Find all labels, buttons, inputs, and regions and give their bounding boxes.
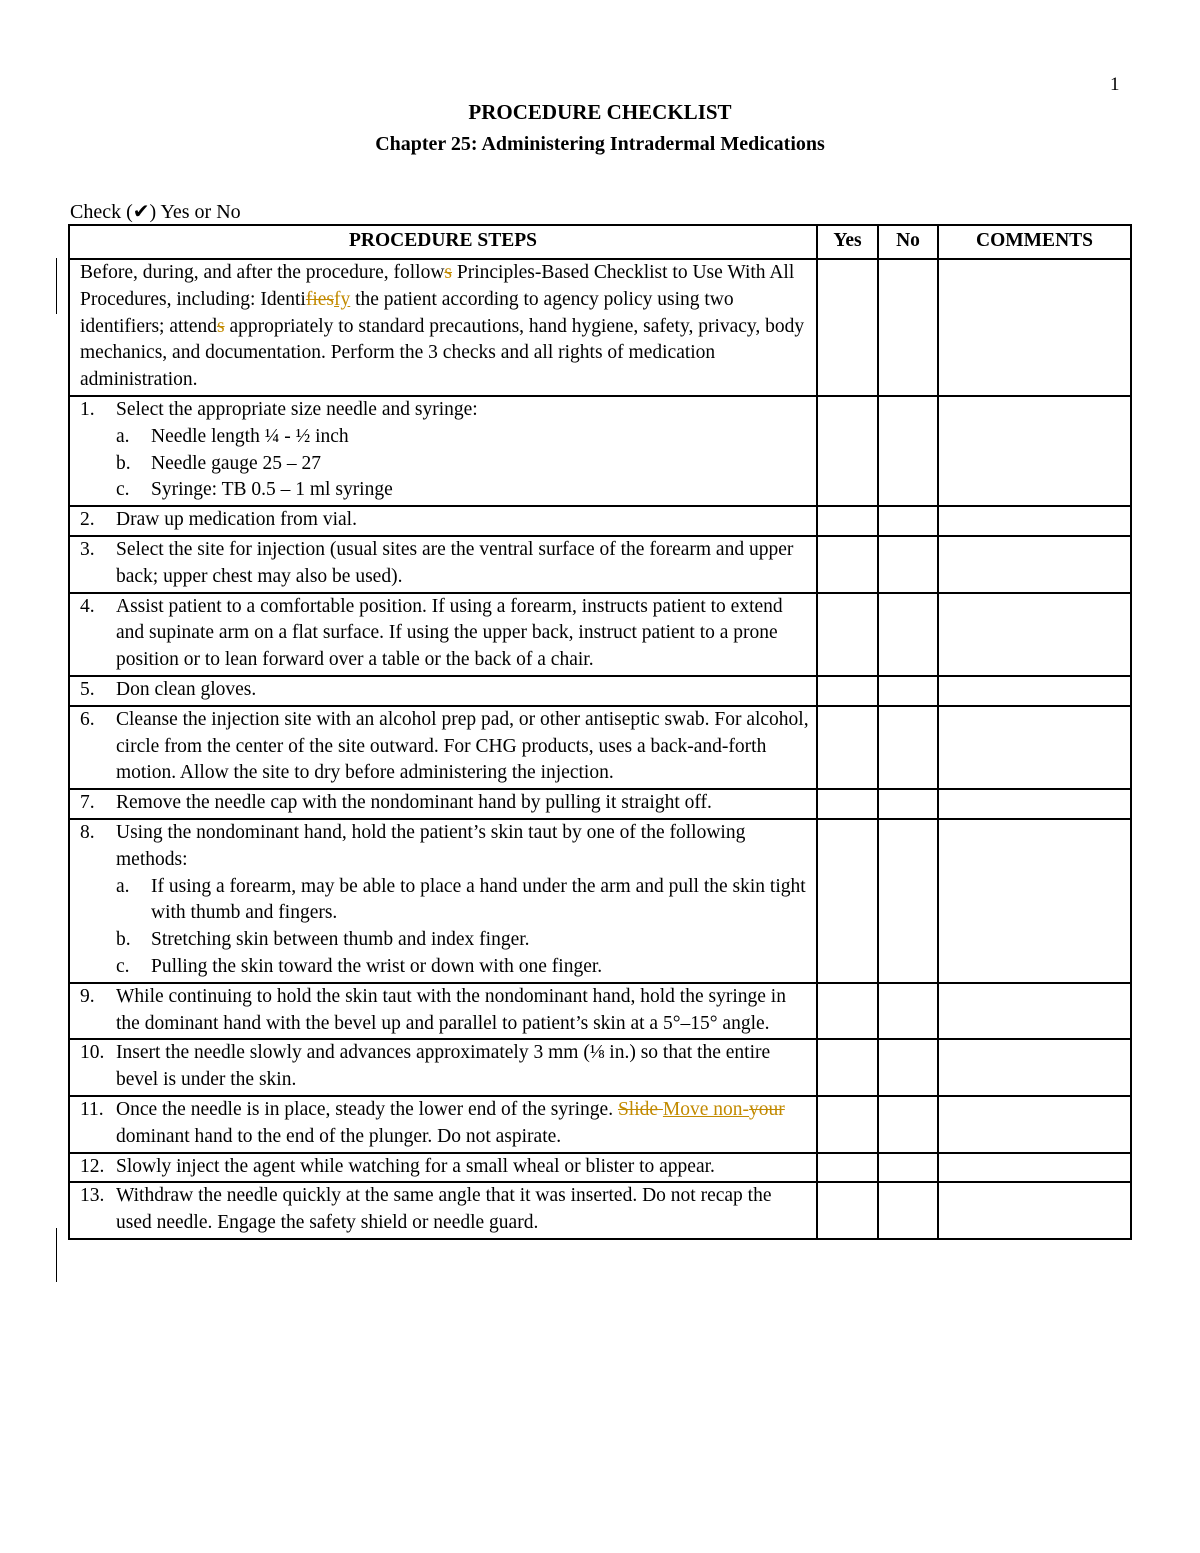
table-row	[69, 706, 1131, 789]
step-text: Once the needle is in place, steady the lower end of the syringe. Slide Move non-your dominant hand to the end of the plunger. Do not aspirate.	[116, 1098, 785, 1147]
step-6	[69, 706, 817, 789]
no-cell[interactable]	[878, 819, 938, 983]
document-title: PROCEDURE CHECKLIST	[468, 100, 732, 124]
tracked-insertion: fy	[333, 288, 351, 310]
comments-cell[interactable]	[938, 706, 1131, 789]
header-yes: Yes	[817, 225, 878, 259]
document-subtitle: Chapter 25: Administering Intradermal Medications	[375, 133, 825, 155]
step-4	[69, 593, 817, 676]
table-row	[69, 789, 1131, 819]
sub-item: a. If using a forearm, may be able to place a hand under the arm and pull the skin tight with thumb and fingers.	[116, 875, 806, 924]
no-cell[interactable]	[878, 593, 938, 676]
yes-cell[interactable]	[817, 1182, 878, 1239]
step-text: Select the site for injection (usual sites are the ventral surface of the forearm and upper back; upper chest may also be used).	[116, 538, 794, 587]
yes-cell[interactable]	[817, 593, 878, 676]
comments-cell[interactable]	[938, 676, 1131, 706]
table-row	[69, 536, 1131, 593]
no-cell[interactable]	[878, 1039, 938, 1096]
table-row	[69, 1153, 1131, 1183]
no-cell[interactable]	[878, 506, 938, 536]
comments-cell[interactable]	[938, 1039, 1131, 1096]
step-text: Slowly inject the agent while watching for a small wheal or blister to appear.	[116, 1155, 715, 1177]
tracked-deletion: s	[444, 262, 452, 283]
comments-cell[interactable]	[938, 1096, 1131, 1153]
sub-item: a. Needle length ¼ - ½ inch	[116, 425, 349, 447]
no-cell[interactable]	[878, 1096, 938, 1153]
no-cell[interactable]	[878, 1153, 938, 1183]
sub-item: b. Needle gauge 25 – 27	[116, 452, 322, 474]
step-text: Select the appropriate size needle and syringe:	[116, 398, 478, 420]
tracked-deletion: s	[217, 315, 225, 337]
header-procedure-steps: PROCEDURE STEPS	[69, 225, 817, 259]
step-number: 8.	[80, 821, 95, 843]
comments-cell[interactable]	[938, 1153, 1131, 1183]
table-row	[69, 593, 1131, 676]
header-no: No	[878, 225, 938, 259]
no-cell[interactable]	[878, 259, 938, 396]
table-header-row	[69, 225, 1131, 259]
comments-cell[interactable]	[938, 819, 1131, 983]
check-suffix: ) Yes or No	[149, 201, 241, 223]
step-text: While continuing to hold the skin taut with the nondominant hand, hold the syringe in the dominant hand with the bevel up and parallel to patient’s skin at a 5°–15° angle.	[116, 985, 786, 1034]
step-number: 2.	[80, 509, 95, 531]
step-text: Assist patient to a comfortable position. If using a forearm, instructs patient to extend and supinate arm on a flat surface. If using the upper back, instruct patient to a prone position or to lean forward over a table or the back of a chair.	[116, 595, 783, 671]
yes-cell[interactable]	[817, 1096, 878, 1153]
yes-cell[interactable]	[817, 789, 878, 819]
table-row	[69, 1039, 1131, 1096]
step-number: 4.	[80, 595, 95, 617]
step-intro: Before, during, and after the procedure, follows Principles-Based Checklist to Use With All Procedures, including: Identifiesfy the patient according to agency policy using two identifiers; attends appropriately to standard precautions, hand hygiene, safety, privacy, body mechanics, and documentation. Perform the 3 checks and all rights of medication administration.	[69, 259, 817, 396]
step-text: Cleanse the injection site with an alcohol prep pad, or other antiseptic swab. For alcohol, circle from the center of the site outward. For CHG products, uses a back-and-forth motion. Allow the site to dry before administering the injection.	[116, 708, 809, 784]
comments-cell[interactable]	[938, 506, 1131, 536]
step-10	[69, 1039, 817, 1096]
step-number: 12.	[80, 1155, 105, 1177]
yes-cell[interactable]	[817, 819, 878, 983]
comments-cell[interactable]	[938, 789, 1131, 819]
step-3	[69, 536, 817, 593]
step-text: Withdraw the needle quickly at the same angle that it was inserted. Do not recap the used needle. Engage the safety shield or needle guard.	[116, 1185, 772, 1234]
table-row	[69, 676, 1131, 706]
change-bar	[56, 258, 57, 314]
no-cell[interactable]	[878, 1182, 938, 1239]
page-number: 1	[1110, 74, 1120, 95]
sub-item: c. Syringe: TB 0.5 – 1 ml syringe	[116, 479, 393, 501]
step-number: 3.	[80, 538, 95, 560]
change-bar	[56, 1228, 57, 1282]
step-number: 1.	[80, 398, 95, 420]
yes-cell[interactable]	[817, 1153, 878, 1183]
tracked-insertion: Move non-	[662, 1098, 750, 1120]
yes-cell[interactable]	[817, 1039, 878, 1096]
table-row	[69, 506, 1131, 536]
table-row	[69, 983, 1131, 1040]
step-number: 6.	[80, 708, 95, 730]
yes-cell[interactable]	[817, 536, 878, 593]
table-row	[69, 1096, 1131, 1153]
step-5	[69, 676, 817, 706]
check-instruction	[70, 199, 241, 224]
step-12	[69, 1153, 817, 1183]
step-2	[69, 506, 817, 536]
no-cell[interactable]	[878, 706, 938, 789]
comments-cell[interactable]	[938, 536, 1131, 593]
table-row	[69, 1182, 1131, 1239]
table-row	[69, 259, 1131, 396]
yes-cell[interactable]	[817, 396, 878, 506]
step-text: Don clean gloves.	[116, 678, 257, 700]
comments-cell[interactable]	[938, 1182, 1131, 1239]
header-comments: COMMENTS	[938, 225, 1131, 259]
tracked-deletion: your	[749, 1098, 785, 1120]
no-cell[interactable]	[878, 536, 938, 593]
step-number: 9.	[80, 985, 95, 1007]
check-prefix: Check (	[70, 201, 133, 223]
no-cell[interactable]	[878, 983, 938, 1040]
no-cell[interactable]	[878, 396, 938, 506]
no-cell[interactable]	[878, 789, 938, 819]
yes-cell[interactable]	[817, 676, 878, 706]
tracked-deletion: fies	[305, 288, 334, 310]
table-row	[69, 819, 1131, 983]
yes-cell[interactable]	[817, 706, 878, 789]
step-text: Remove the needle cap with the nondominant hand by pulling it straight off.	[116, 792, 712, 814]
comments-cell[interactable]	[938, 396, 1131, 506]
comments-cell[interactable]	[938, 983, 1131, 1040]
yes-cell[interactable]	[817, 506, 878, 536]
yes-cell[interactable]	[817, 983, 878, 1040]
step-8	[69, 819, 817, 983]
step-number: 7.	[80, 792, 95, 814]
checkmark-icon: ✔	[132, 201, 150, 223]
step-text: Using the nondominant hand, hold the patient’s skin taut by one of the following methods:	[116, 821, 746, 870]
step-number: 13.	[80, 1185, 105, 1207]
step-11	[69, 1096, 817, 1153]
step-13	[69, 1182, 817, 1239]
step-number: 10.	[80, 1042, 105, 1064]
table-row	[69, 396, 1131, 506]
step-1	[69, 396, 817, 506]
step-number: 5.	[80, 678, 95, 700]
comments-cell[interactable]	[938, 259, 1131, 396]
yes-cell[interactable]	[817, 259, 878, 396]
sub-item: c. Pulling the skin toward the wrist or down with one finger.	[116, 955, 603, 977]
procedure-checklist-table	[68, 224, 1132, 1240]
step-number: 11.	[80, 1098, 104, 1120]
step-text: Draw up medication from vial.	[116, 509, 357, 531]
tracked-deletion: Slide	[617, 1098, 663, 1120]
step-7	[69, 789, 817, 819]
step-text: Insert the needle slowly and advances approximately 3 mm (⅛ in.) so that the entire bevel is under the skin.	[116, 1042, 771, 1091]
step-9	[69, 983, 817, 1040]
no-cell[interactable]	[878, 676, 938, 706]
comments-cell[interactable]	[938, 593, 1131, 676]
sub-item: b. Stretching skin between thumb and index finger.	[116, 929, 530, 951]
